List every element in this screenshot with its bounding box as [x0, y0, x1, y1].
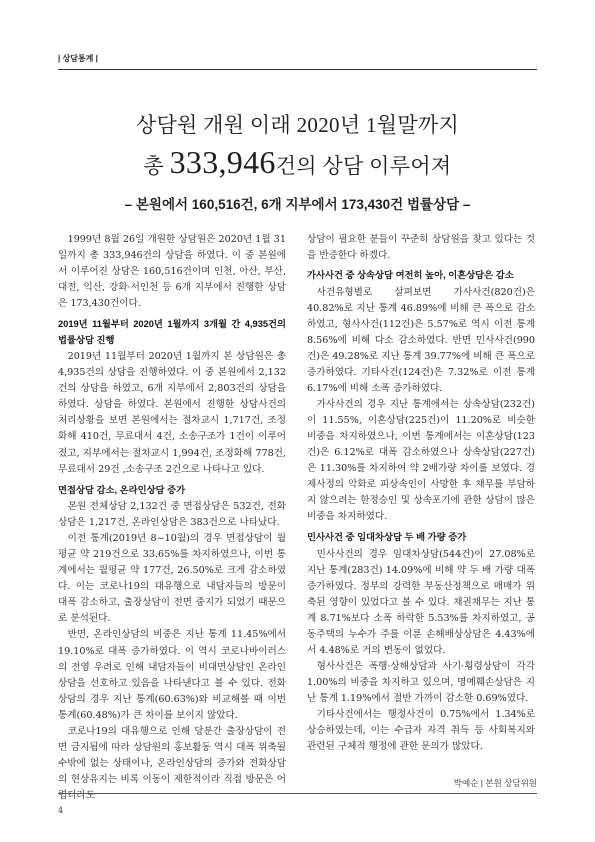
body-paragraph: 코로나19의 대유행으로 인해 당분간 출장상담이 전면 금지됨에 따라 상담원의 홍보활동 역시 대폭 위축될 수밖에 없는 상태이나, 온라인상담의 증가와 전화상담의 현상유지는 비록 이동이 제한적이라 직접 방문은 어렵더라도 — [58, 725, 286, 801]
section-heading-4: 민사사건 중 임대차상담 두 배 가량 증가 — [307, 532, 467, 543]
body-paragraph: 2019년 11월부터 2020년 1월까지 본 상담원은 총 4,935건의 상담을 진행하였다. 이 중 본원에서 2,132건의 상담을 하였고, 6개 지부에서 2,803건의 상담을 하였다. 상담을 하였다. 본원에서 진행한 상담사건의 처리상황을 보면 본원에서는 절차교시 1,717건, 조정화해 410건, 무료대서 4건, 소송구조가 1건이 이루어졌고, 지부에서는 절차교시 1,994건, 조정화해 778건, 무료대서 29건 ,소송구조 2건으로 나타나고 있다. — [58, 351, 286, 475]
body-paragraph: 민사사건의 경우 임대차상담(544건)이 27.08%로 지난 통계(283건) 14.09%에 비해 약 두 배 가량 대폭 증가하였다. 정부의 강력한 부동산정책으로 매매가 위축된 영향이 있었다고 볼 수 있다. 채권채무는 지난 통계 8.71%보다 소폭 하락한 5.53%를 차지하였고, 공동주택의 누수가 주를 이룬 손해배상상담은 4.43%에서 4.48%로 거의 변동이 없었다. — [307, 548, 535, 657]
header-rule — [58, 69, 537, 70]
section-heading-3: 가사사건 중 상속상담 여전히 높아, 이혼상담은 감소 — [307, 270, 514, 281]
footer-rule — [58, 793, 537, 794]
title-line-2-suffix: 건의 상담 이루어져 — [275, 154, 452, 178]
body-paragraph: 이전 통계(2019년 8~10월)의 경우 면접상담이 월평균 약 219건으로 33.65%를 차지하였으나, 이번 통계에서는 월평균 약 177건, 26.50%로 크게 감소하였다. 이는 코로나19의 대유행으로 내담자들의 방문이 대폭 감소하고, 출장상담이 전면 중지가 되었기 때문으로 분석된다. — [58, 533, 286, 625]
title-line-2-prefix: 총 — [143, 154, 170, 178]
right-column — [307, 232, 535, 755]
body-paragraph: 본원 전체상담 2,132건 중 면접상담은 532건, 전화상담은 1,217건, 온라인상담은 383건으로 나타났다. — [58, 501, 286, 529]
body-paragraph: 기타사건에서는 행정사건이 0.75%에서 1.34%로 상승하였는데, 이는 수급자 자격 취득 등 사회복지와 관련된 구체적 행정에 관한 문의가 많았다. — [307, 709, 535, 753]
article-title — [58, 110, 537, 188]
author-byline: 박예순 | 본원 상담위원 — [453, 778, 537, 788]
body-paragraph: 사건유형별로 살펴보면 가사사건(820건)은 40.82%로 지난 통계 46.89%에 비해 큰 폭으로 감소하였고, 형사사건(112건)은 5.57%로 역시 이전 통계 8.56%에 비해 다소 감소하였다. 반면 민사사건(990건)은 49.28%로 지난 통계 39.77%에 비해 큰 폭으로 증가하였다. 기타사건(124건)은 7.32%로 이전 통계 6.17%에 비해 소폭 증가하였다. — [307, 286, 535, 394]
intro-paragraph: 1999년 8월 26일 개원한 상담원은 2020년 1월 31일까지 총 333,946건의 상담을 하였다. 이 중 본원에서 이루어진 상담은 160,516건이며 인천, 아산, 부산, 대전, 익산, 강화·서인천 등 6개 지부에서 진행한 상담은 173,430건이다. — [58, 234, 286, 310]
section-heading-2: 면접상담 감소, 온라인상담 증가 — [58, 484, 186, 495]
body-paragraph: 형사사건은 폭행·상해상담과 사기·횡령상담이 각각 1.00%의 비중을 차지하고 있으며, 명예훼손상담은 지난 통계 1.19%에서 절반 가까이 감소한 0.69%였다. — [307, 661, 535, 705]
article-subtitle: – 본원에서 160,516건, 6개 지부에서 173,430건 법률상담 – — [124, 197, 471, 212]
page-number: 4 — [58, 806, 64, 815]
left-column — [58, 232, 286, 804]
section-tag: | 상담통계 | — [58, 54, 98, 63]
body-paragraph: 반면, 온라인상담의 비중은 지난 통계 11.45%에서 19.10%로 대폭 증가하였다. 이 역시 코로나바이러스의 전염 우려로 인해 내담자들이 비대면상담인 온라인상담을 선호하고 있음을 나타낸다고 볼 수 있다. 전화상담의 경우 지난 통계(60.63%)와 비교해볼 때 이번 통계(60.48%)가 큰 차이를 보이지 않았다. — [58, 629, 286, 721]
title-total-count: 333,946 — [169, 144, 276, 180]
section-heading-1: 2019년 11월부터 2020년 1월까지 3개월 간 4,935건의 법률상담 진행 — [58, 319, 286, 345]
title-line-1: 상담원 개원 이래 2020년 1월말까지 — [135, 113, 460, 137]
body-paragraph-continued: 상담이 필요한 분들이 꾸준히 상담원을 찾고 있다는 것을 반증한다 하겠다. — [307, 234, 535, 262]
body-paragraph: 가사사건의 경우 지난 통계에서는 상속상담(232건)이 11.55%, 이혼상담(225건)이 11.20%로 비슷한 비중을 차지하였으나, 이번 통계에서는 이혼상담(123건)은 6.12%로 대폭 감소하였으나 상속상담(227건)은 11.30%를 차지하여 약 2배가량 차이를 보였다. 경제사정의 악화로 피상속인이 사망한 후 채무를 부담하지 않으려는 한정승인 및 상속포기에 관한 상담이 많은 비중을 차지하였다. — [307, 398, 535, 523]
title-line-2 — [58, 140, 537, 188]
